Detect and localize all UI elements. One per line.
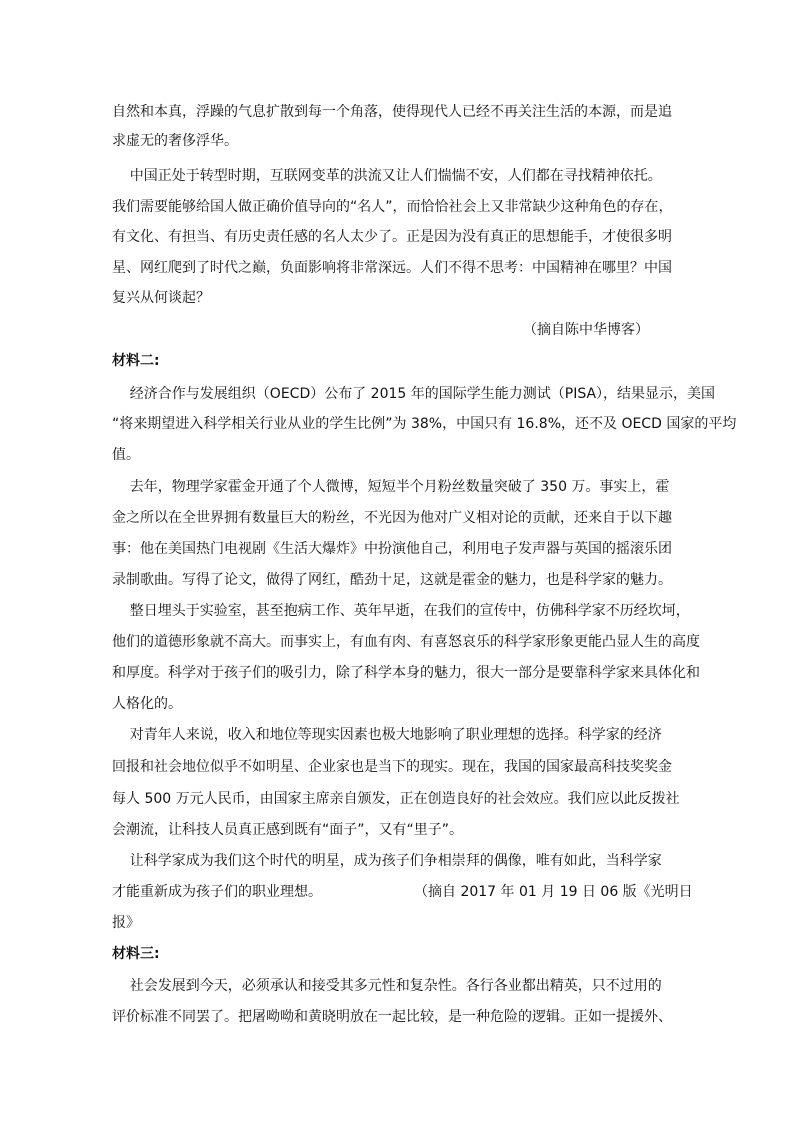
- s2-p5-line-2: 才能重新成为孩子们的职业理想。: [112, 884, 322, 900]
- s2-p2-line-2: 金之所以在全世界拥有数量巨大的粉丝，不光因为他对广义相对论的贡献，还来自于以下趣: [112, 510, 672, 526]
- intro-p2-line-1: 中国正处于转型时期，互联网变革的洪流又让人们惴惴不安，人们都在寻找精神依托。: [112, 168, 662, 184]
- s2-p3-line-2: 他们的道德形象就不高大。而事实上，有血有肉、有喜怒哀乐的科学家形象更能凸显人生的高度: [112, 634, 700, 650]
- intro-p1-line-2: 求虚无的奢侈浮华。: [112, 133, 238, 149]
- s2-p1-line-3: 值。: [112, 447, 140, 463]
- s2-p2-line-4: 录制歌曲。写得了论文，做得了网红，酷劲十足，这就是霍金的魅力，也是科学家的魅力。: [112, 572, 672, 588]
- s2-p1-line-2: “将来期望进入科学相关行业从业的学生比例”为 38%，中国只有 16.8%，还不及 OECD 国家的平均: [112, 416, 737, 432]
- s2-p4-line-1: 对青年人来说，收入和地位等现实因素也极大地影响了职业理想的选择。科学家的经济: [112, 727, 662, 743]
- s2-p5-line-1: 让科学家成为我们这个时代的明星，成为孩子们争相崇拜的偶像，唯有如此，当科学家: [112, 853, 662, 869]
- intro-p1-line-1: 自然和本真，浮躁的气息扩散到每一个角落，使得现代人已经不再关注生活的本源，而是追: [112, 104, 672, 120]
- s2-p4-line-4: 会潮流，让科技人员真正感到既有“面子”，又有“里子”。: [112, 822, 464, 838]
- s2-p2-line-3: 事：他在美国热门电视剧《生活大爆炸》中扮演他自己，利用电子发声器与英国的摇滚乐团: [112, 541, 672, 557]
- s2-p3-line-4: 人格化的。: [112, 696, 182, 712]
- s2-p4-line-2: 回报和社会地位似乎不如明星、企业家也是当下的现实。现在，我国的国家最高科技奖奖金: [112, 759, 672, 775]
- section-three-heading: 材料三:: [112, 946, 160, 962]
- section-two-heading: 材料二:: [112, 353, 160, 369]
- s2-source-line-1: （摘自 2017 年 01 月 19 日 06 版《光明日: [414, 884, 693, 900]
- s2-p3-line-1: 整日埋头于实验室，甚至抱病工作、英年早逝，在我们的宣传中，仿佛科学家不历经坎坷，: [112, 603, 690, 619]
- s2-p1-line-1: 经济合作与发展组织（OECD）公布了 2015 年的国际学生能力测试（PISA），结果显示，美国: [112, 386, 716, 402]
- s3-p1-line-1: 社会发展到今天，必须承认和接受其多元性和复杂性。各行各业都出精英，只不过用的: [112, 978, 662, 994]
- s2-p2-line-1: 去年，物理学家霍金开通了个人微博，短短半个月粉丝数量突破了 350 万。事实上，霍: [112, 479, 670, 495]
- intro-p2-line-5: 复兴从何谈起？: [112, 290, 210, 306]
- intro-p2-line-3: 有文化、有担当、有历史责任感的名人太少了。正是因为没有真正的思想能手，才使很多明: [112, 229, 672, 245]
- intro-p2-line-4: 星、网红爬到了时代之巅，负面影响将非常深远。人们不得不思考：中国精神在哪里？中国: [112, 260, 672, 276]
- intro-p2-line-2: 我们需要能够给国人做正确价值导向的“名人”，而恰恰社会上又非常缺少这种角色的存在，: [112, 199, 673, 215]
- s3-p1-line-2: 评价标准不同罢了。把屠呦呦和黄晓明放在一起比较，是一种危险的逻辑。正如一提援外、: [112, 1009, 672, 1025]
- s2-p4-line-3: 每人 500 万元人民币，由国家主席亲自颁发，正在创造良好的社会效应。我们应以此反拨社: [112, 791, 680, 807]
- intro-source: （摘自陈中华博客）: [523, 322, 649, 338]
- s2-source-line-2: 报》: [112, 915, 140, 931]
- s2-p3-line-3: 和厚度。科学对于孩子们的吸引力，除了科学本身的魅力，很大一部分是要靠科学家来具体化和: [112, 665, 700, 681]
